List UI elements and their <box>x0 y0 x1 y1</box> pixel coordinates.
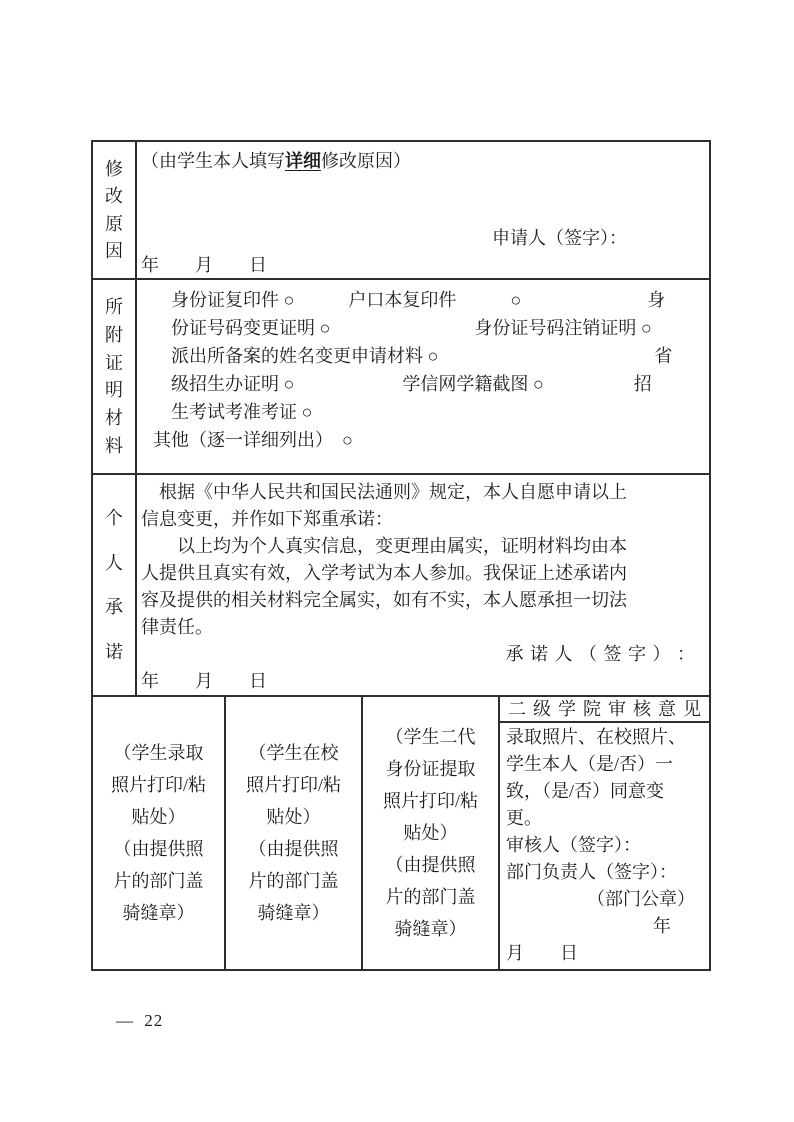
label-char: 承 <box>105 597 123 618</box>
label-char: 个 <box>105 508 123 529</box>
reason-hint-suffix: 修改原因） <box>321 151 411 171</box>
photo-placeholder-line: 贴处） <box>266 807 321 827</box>
label-char: 改 <box>105 186 123 207</box>
reason-date-line: 年 月 日 <box>141 255 267 275</box>
photo-placeholder-admission <box>93 697 224 969</box>
photo-placeholder-line: （由提供照 <box>385 855 476 875</box>
reason-row-label <box>93 142 137 278</box>
photo-placeholder-id-card <box>361 697 498 969</box>
review-year-line: 年 <box>653 916 671 936</box>
commitment-row <box>93 473 709 695</box>
photo-placeholder-line: （学生二代 <box>385 727 476 747</box>
label-char: 明 <box>105 380 123 401</box>
commitment-text-line: 根据《中华人民共和国民法通则》规定，本人自愿申请以上 <box>141 482 627 502</box>
label-char: 因 <box>105 241 123 262</box>
college-review-body-line: 更。 <box>506 808 542 828</box>
college-review-cell <box>498 697 709 969</box>
photo-placeholder-line: （学生在校 <box>248 743 339 763</box>
commitment-text-line: 容及提供的相关材料完全属实，如有不实，本人愿承担一切法 <box>141 590 627 610</box>
commitment-text-line: 以上均为个人真实信息，变更理由属实，证明材料均由本 <box>141 536 627 556</box>
photo-placeholder-line: （由提供照 <box>113 839 204 859</box>
label-char: 附 <box>105 324 123 345</box>
photo-placeholder-line: 片的部门盖 <box>248 871 339 891</box>
commitment-signer-line: 承 诺 人 （ 签 字 ） ： <box>505 644 695 664</box>
manager-signature-line: 部门负责人（签字）： <box>506 862 677 882</box>
photos-review-row <box>93 695 709 969</box>
reason-hint-prefix: （由学生本人填写 <box>141 151 285 171</box>
photo-placeholder-line: （由提供照 <box>248 839 339 859</box>
commitment-text-line: 人提供且真实有效，入学考试为本人参加。我保证上述承诺内 <box>141 563 627 583</box>
materials-row-content <box>137 280 709 473</box>
materials-row <box>93 278 709 473</box>
department-seal-line: （部门公章） <box>587 889 695 909</box>
commitment-text-line: 律责任。 <box>141 617 213 637</box>
materials-option-lines <box>137 280 709 454</box>
photo-placeholder-line: 贴处） <box>131 807 186 827</box>
photo-placeholder-line: 骑缝章） <box>257 903 330 923</box>
review-month-day-line: 月 日 <box>506 943 578 963</box>
photo-placeholder-line: 照片打印/粘 <box>382 791 478 811</box>
photo-placeholder-line: 身份证提取 <box>385 759 476 779</box>
commitment-row-label <box>93 475 137 695</box>
page-number: — 22 <box>116 1011 164 1030</box>
materials-option-line: 份证号码变更证明 ○ 身份证号码注销证明 ○ <box>153 318 652 338</box>
label-char: 修 <box>105 158 123 179</box>
commitment-text-lines <box>137 475 709 641</box>
reviewer-signature-line: 审核人（签字）： <box>506 835 641 855</box>
label-char: 证 <box>105 352 123 373</box>
label-char: 材 <box>105 408 123 429</box>
photo-placeholder-line: 片的部门盖 <box>113 871 204 891</box>
commitment-row-content <box>137 475 709 695</box>
materials-option-line: 其他（逐一详细列出） ○ <box>153 430 353 450</box>
photo-placeholder-line: 骑缝章） <box>122 903 195 923</box>
info-change-form-table <box>91 140 711 971</box>
reason-row <box>93 142 709 278</box>
photo-placeholder-line: 照片打印/粘 <box>110 775 206 795</box>
materials-row-label <box>93 280 137 473</box>
reason-row-content <box>137 142 709 278</box>
college-review-body <box>500 723 709 832</box>
applicant-signature-line: 申请人（签字）： <box>492 228 627 248</box>
materials-option-line: 派出所备案的姓名变更申请材料 ○ 省 <box>153 346 673 366</box>
label-char: 人 <box>105 552 123 573</box>
materials-option-line: 身份证复印件 ○ 户口本复印件 ○ 身 <box>153 290 666 310</box>
label-char: 所 <box>105 296 123 317</box>
commitment-date-line: 年 月 日 <box>141 671 267 691</box>
photo-placeholder-line: 片的部门盖 <box>385 887 476 907</box>
reason-hint-line <box>137 142 709 175</box>
photo-placeholder-in-school <box>224 697 361 969</box>
label-char: 诺 <box>105 641 123 662</box>
college-review-title: 二级学院审核意见 <box>500 697 709 723</box>
label-char: 料 <box>105 436 123 457</box>
reason-hint-emphasis: 详细 <box>285 151 321 171</box>
label-char: 原 <box>105 213 123 234</box>
college-review-body-line: 学生本人（是/否）一 <box>506 754 674 774</box>
photo-placeholder-line: 贴处） <box>403 823 458 843</box>
college-review-body-line: 录取照片、在校照片、 <box>506 727 686 747</box>
materials-option-line: 级招生办证明 ○ 学信网学籍截图 ○ 招 <box>153 374 652 394</box>
commitment-text-line: 信息变更，并作如下郑重承诺： <box>141 509 393 529</box>
photo-placeholder-line: （学生录取 <box>113 743 204 763</box>
photo-placeholder-line: 骑缝章） <box>394 919 467 939</box>
materials-option-line: 生考试考准考证 ○ <box>153 402 313 422</box>
college-review-body-line: 致，（是/否）同意变 <box>506 781 665 801</box>
photo-placeholder-line: 照片打印/粘 <box>245 775 341 795</box>
